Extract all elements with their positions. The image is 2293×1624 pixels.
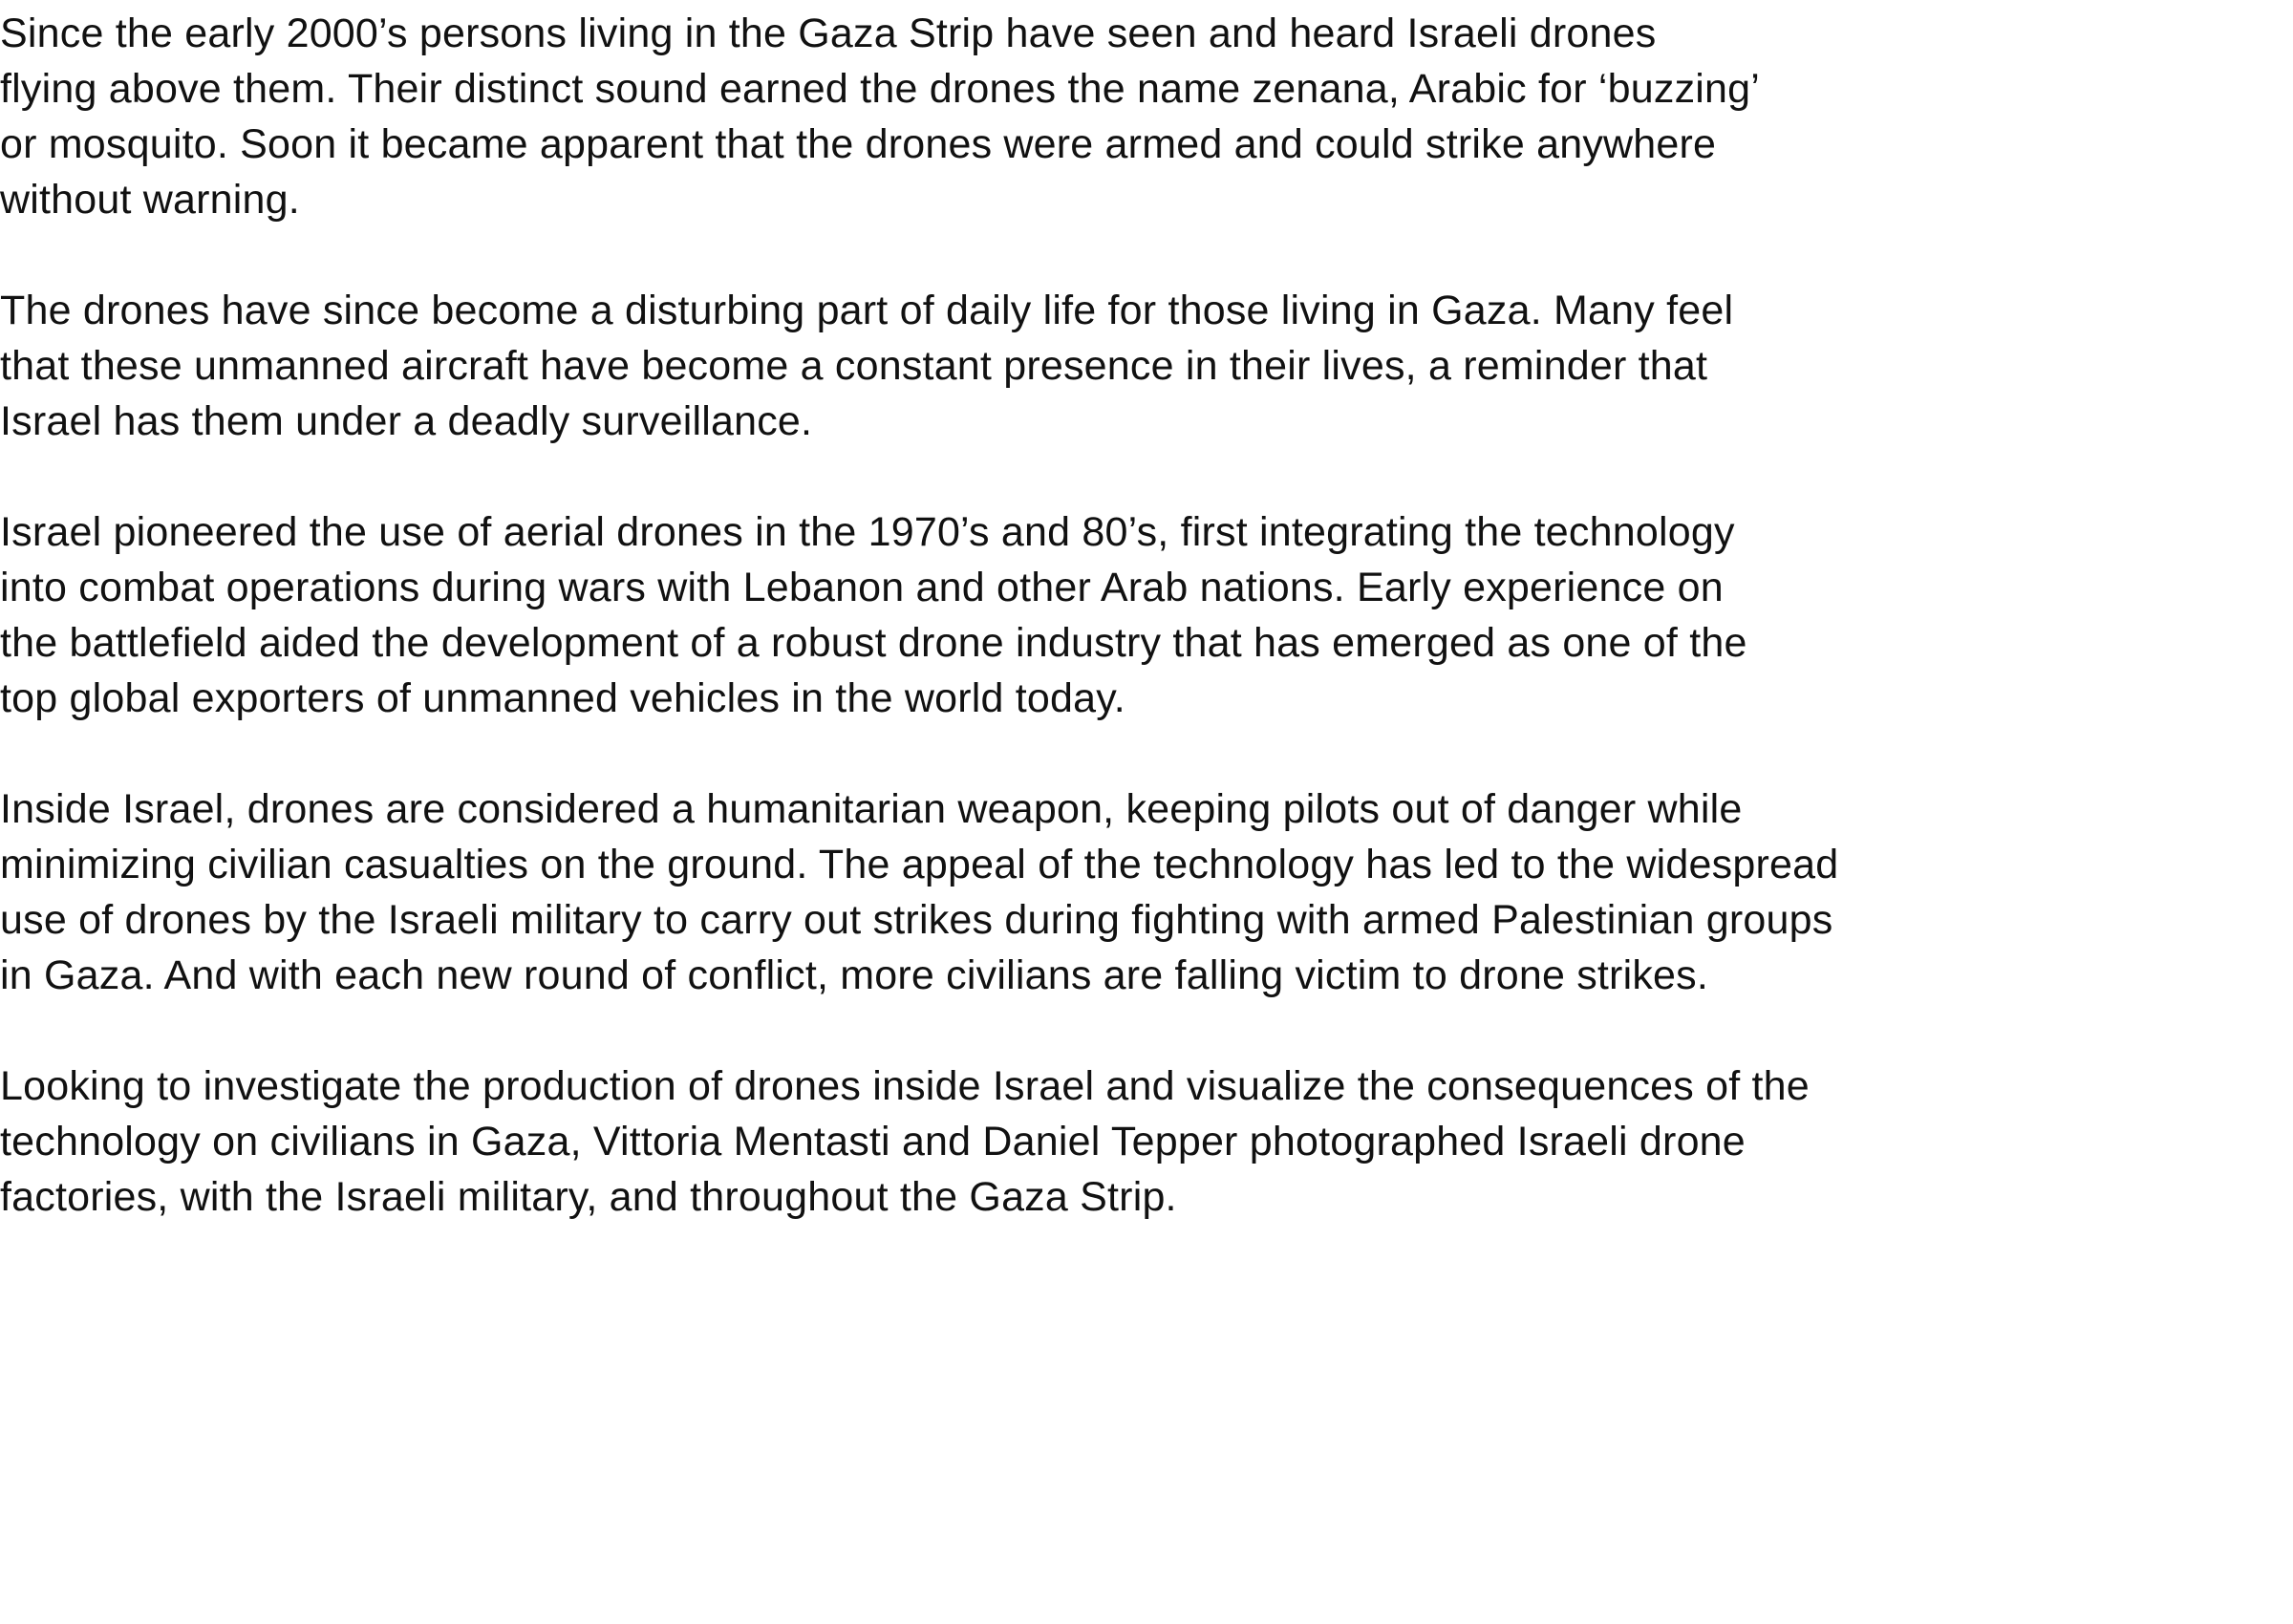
paragraph-4 — [0, 781, 2293, 1003]
paragraph-line: in Gaza. And with each new round of conflict, more civilians are falling victim to drone strikes. — [0, 952, 1708, 998]
paragraph-line: factories, with the Israeli military, and throughout the Gaza Strip. — [0, 1174, 1177, 1220]
paragraph-line: that these unmanned aircraft have become a constant presence in their lives, a reminder that — [0, 343, 1708, 389]
paragraph-line: technology on civilians in Gaza, Vittoria Mentasti and Daniel Tepper photographed Israeli drone — [0, 1119, 1746, 1165]
paragraph-line: Looking to investigate the production of drones inside Israel and visualize the consequences of the — [0, 1063, 1810, 1109]
paragraph-line: Israel has them under a deadly surveillance. — [0, 398, 813, 444]
paragraph-line: into combat operations during wars with Lebanon and other Arab nations. Early experience on — [0, 565, 1724, 610]
paragraph-1 — [0, 6, 2293, 227]
paragraph-line: use of drones by the Israeli military to carry out strikes during fighting with armed Palestinian groups — [0, 897, 1833, 943]
paragraph-line: without warning. — [0, 177, 300, 223]
paragraph-line: flying above them. Their distinct sound earned the drones the name zenana, Arabic for ‘buzzing’ — [0, 66, 1761, 112]
paragraph-line: or mosquito. Soon it became apparent that the drones were armed and could strike anywhere — [0, 121, 1717, 167]
paragraph-line: Since the early 2000’s persons living in the Gaza Strip have seen and heard Israeli drones — [0, 11, 1657, 56]
paragraph-line: Israel pioneered the use of aerial drones in the 1970’s and 80’s, first integrating the technology — [0, 509, 1735, 555]
paragraph-5 — [0, 1058, 2293, 1225]
paragraph-line: the battlefield aided the development of a robust drone industry that has emerged as one of the — [0, 620, 1747, 666]
paragraph-line: minimizing civilian casualties on the ground. The appeal of the technology has led to the widespread — [0, 842, 1839, 887]
paragraph-line: Inside Israel, drones are considered a humanitarian weapon, keeping pilots out of danger while — [0, 786, 1743, 832]
paragraph-2 — [0, 283, 2293, 449]
paragraph-line: The drones have since become a disturbing part of daily life for those living in Gaza. Many feel — [0, 288, 1734, 333]
paragraph-line: top global exporters of unmanned vehicles in the world today. — [0, 675, 1125, 721]
paragraph-3 — [0, 504, 2293, 726]
